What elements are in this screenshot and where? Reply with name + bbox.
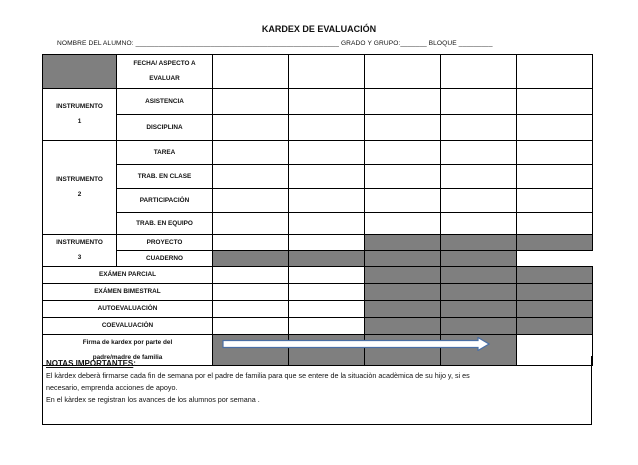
student-info-line: NOMBRE DEL ALUMNO: ______________________________________________________ GRADO Y GRUPO:_______ BLOQUE _________	[57, 40, 493, 47]
grade-cell[interactable]	[365, 115, 441, 141]
notes-line: El kàrdex deberà firmarse cada fin de semana por el padre de familia para que se entere de la situaciòn acadèmica de su hijo y, si es	[46, 371, 470, 380]
aspect-trab-clase: TRAB. EN CLASE	[117, 165, 213, 189]
kardex-table	[42, 54, 593, 366]
grade-cell[interactable]	[365, 141, 441, 165]
disabled-cell	[365, 235, 441, 251]
aspect-cuaderno: CUADERNO	[117, 251, 213, 267]
table-row	[43, 141, 593, 165]
disabled-cell	[213, 251, 289, 267]
grade-cell[interactable]	[517, 213, 593, 235]
instrumento-number: 1	[77, 118, 82, 126]
grade-cell[interactable]	[441, 141, 517, 165]
disabled-cell	[441, 251, 517, 267]
grade-cell[interactable]	[441, 115, 517, 141]
header-aspect-cell	[117, 55, 213, 89]
grade-cell[interactable]	[289, 89, 365, 115]
grade-cell[interactable]	[289, 301, 365, 318]
aspect-coevaluacion: COEVALUACIÒN	[43, 318, 213, 335]
right-arrow-shape	[223, 338, 489, 351]
grade-cell[interactable]	[517, 141, 593, 165]
grade-cell[interactable]	[213, 301, 289, 318]
grade-cell[interactable]	[441, 165, 517, 189]
aspect-asistencia: ASISTENCIA	[117, 89, 213, 115]
table-row	[43, 251, 593, 267]
header-label: EVALUAR	[149, 75, 180, 83]
grade-cell[interactable]	[289, 318, 365, 335]
instrumento-label: INSTRUMENTO	[56, 176, 103, 184]
disabled-cell	[365, 318, 441, 335]
notes-line: necesario, emprenda acciones de apoyo.	[46, 383, 178, 392]
grade-cell[interactable]	[213, 165, 289, 189]
grade-cell[interactable]	[365, 165, 441, 189]
disabled-cell	[441, 267, 517, 284]
instrumento-1-label	[43, 89, 117, 141]
table-row	[43, 89, 593, 115]
date-cell[interactable]	[365, 55, 441, 89]
instrumento-label: INSTRUMENTO	[56, 103, 103, 111]
grade-cell[interactable]	[517, 165, 593, 189]
notes-line: En el kàrdex se registran los avances de los alumnos por semana .	[46, 395, 260, 404]
grade-cell[interactable]	[213, 141, 289, 165]
grade-cell[interactable]	[517, 115, 593, 141]
grade-cell[interactable]	[213, 89, 289, 115]
right-arrow-icon	[222, 337, 490, 351]
aspect-autoevaluacion: AUTOEVALUACIÒN	[43, 301, 213, 318]
date-cell[interactable]	[289, 55, 365, 89]
grade-cell[interactable]	[441, 189, 517, 213]
notes-heading-line	[46, 358, 588, 370]
grade-cell[interactable]	[365, 213, 441, 235]
disabled-cell	[517, 301, 593, 318]
grade-cell[interactable]	[289, 141, 365, 165]
grade-cell[interactable]	[213, 115, 289, 141]
aspect-participacion: PARTICIPACIÒN	[117, 189, 213, 213]
header-label: FECHA/ ASPECTO A	[133, 60, 196, 68]
instrumento-number: 2	[77, 191, 82, 199]
firma-label-line: Firma de kardex por parte del	[82, 338, 173, 346]
disabled-cell	[517, 235, 593, 251]
aspect-proyecto: PROYECTO	[117, 235, 213, 251]
table-row	[43, 235, 593, 251]
table-row	[43, 213, 593, 235]
grade-cell[interactable]	[213, 267, 289, 284]
table-row	[43, 267, 593, 284]
firma-label-line: padre/madre de familia	[92, 353, 163, 361]
grade-cell[interactable]	[213, 213, 289, 235]
aspect-examen-parcial: EXÁMEN PARCIAL	[43, 267, 213, 284]
table-row	[43, 284, 593, 301]
disabled-cell	[517, 318, 593, 335]
grade-cell[interactable]	[289, 115, 365, 141]
table-row	[43, 189, 593, 213]
grade-cell[interactable]	[289, 284, 365, 301]
grade-cell[interactable]	[213, 235, 289, 251]
notes-heading-colon: :	[133, 359, 136, 368]
disabled-cell	[441, 301, 517, 318]
notes-box	[42, 353, 592, 425]
date-cell[interactable]	[441, 55, 517, 89]
table-row	[43, 55, 593, 89]
disabled-cell	[365, 251, 441, 267]
disabled-cell	[441, 235, 517, 251]
grade-cell[interactable]	[517, 189, 593, 213]
grade-cell[interactable]	[213, 189, 289, 213]
grade-cell[interactable]	[213, 318, 289, 335]
grade-cell[interactable]	[517, 89, 593, 115]
disabled-cell	[365, 301, 441, 318]
aspect-examen-bimestral: EXÁMEN BIMESTRAL	[43, 284, 213, 301]
notes-heading: NOTAS IMPORTANTES	[46, 359, 134, 368]
table-row	[43, 165, 593, 189]
grade-cell[interactable]	[365, 189, 441, 213]
grade-cell[interactable]	[441, 89, 517, 115]
aspect-trab-equipo: TRAB. EN EQUIPO	[117, 213, 213, 235]
grade-cell[interactable]	[213, 284, 289, 301]
instrumento-3-label	[43, 235, 117, 267]
disabled-cell	[517, 284, 593, 301]
aspect-tarea: TAREA	[117, 141, 213, 165]
grade-cell[interactable]	[365, 89, 441, 115]
instrumento-number: 3	[77, 254, 82, 262]
page-title: KARDEX DE EVALUACIÓN	[261, 24, 377, 34]
aspect-disciplina: DISCIPLINA	[117, 115, 213, 141]
instrumento-2-label	[43, 141, 117, 235]
table-row	[43, 115, 593, 141]
grade-cell[interactable]	[289, 267, 365, 284]
grade-cell[interactable]	[289, 235, 365, 251]
disabled-cell	[441, 318, 517, 335]
grade-cell[interactable]	[441, 213, 517, 235]
grade-cell[interactable]	[289, 213, 365, 235]
grade-cell[interactable]	[289, 189, 365, 213]
grade-cell[interactable]	[289, 165, 365, 189]
date-cell[interactable]	[213, 55, 289, 89]
disabled-cell	[441, 284, 517, 301]
instrumento-label: INSTRUMENTO	[56, 239, 103, 247]
table-row	[43, 318, 593, 335]
disabled-cell	[517, 267, 593, 284]
disabled-cell	[365, 267, 441, 284]
disabled-cell	[365, 284, 441, 301]
table-row	[43, 301, 593, 318]
date-cell[interactable]	[517, 55, 593, 89]
disabled-cell	[289, 251, 365, 267]
header-corner-cell	[43, 55, 117, 89]
